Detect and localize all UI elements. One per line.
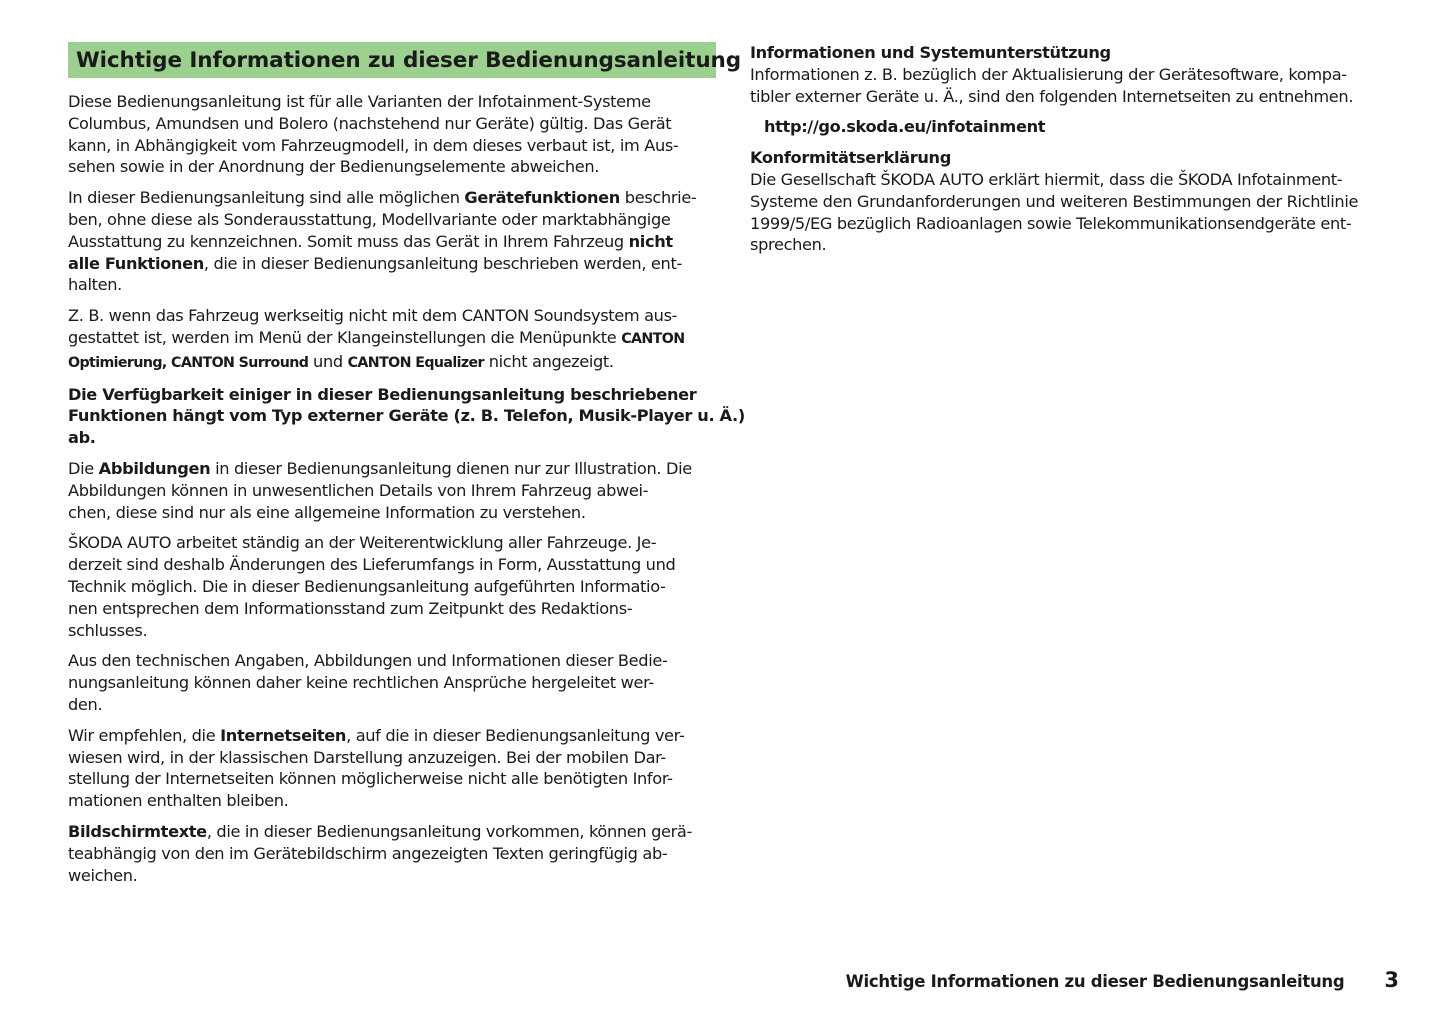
text-fragment: In dieser Bedienungsanleitung sind alle möglichen	[68, 188, 465, 208]
bold-term: Gerätefunktionen	[464, 188, 620, 208]
text-line: halten.	[68, 275, 122, 295]
info-heading: Informationen und Systemunterstützung	[750, 43, 1111, 62]
text-fragment: ,	[161, 354, 172, 371]
menu-item-name: CANTON Surround	[171, 354, 309, 371]
text-line: den.	[68, 694, 103, 714]
text-line: Funktionen hängt vom Typ externer Geräte (z. B. Telefon, Musik-Player u. Ä.)	[68, 406, 745, 426]
text-line	[68, 821, 716, 843]
text-line: Informationen z. B. bezüglich der Aktualisierung der Gerätesoftware, kompa-	[750, 64, 1347, 84]
text-fragment: beschrie-	[620, 188, 697, 208]
text-line: Die Gesellschaft ŠKODA AUTO erklärt hiermit, dass die ŠKODA Infotainment-	[750, 169, 1343, 189]
text-fragment: , auf die in dieser Bedienungsanleitung ver-	[346, 725, 685, 745]
paragraph-validity	[68, 91, 716, 178]
text-line: chen, diese sind nur als eine allgemeine Information zu verstehen.	[68, 502, 586, 522]
text-line: sprechen.	[750, 235, 827, 255]
menu-item-name: CANTON Equalizer	[347, 354, 484, 371]
section-heading: Wichtige Informationen zu dieser Bedienungsanleitung	[76, 47, 742, 73]
text-line: kann, in Abhängigkeit vom Fahrzeugmodell, in dem dieses verbaut ist, im Aus-	[68, 135, 679, 155]
text-fragment: nicht angezeigt.	[483, 351, 614, 371]
text-fragment: gestattet ist, werden im Menü der Klangeinstellungen die Menüpunkte	[68, 327, 622, 347]
paragraph-illustrations	[68, 458, 716, 523]
text-line: Die Verfügbarkeit einiger in dieser Bedienungsanleitung beschriebener	[68, 384, 697, 404]
paragraph-device-functions	[68, 187, 716, 296]
menu-item-name: Optimierung	[68, 354, 162, 371]
bold-term: alle Funktionen	[68, 253, 204, 273]
paragraph-screen-texts	[68, 821, 716, 886]
text-line	[68, 458, 716, 480]
text-line: ben, ohne diese als Sonderausstattung, Modellvariante oder marktabhängige	[68, 209, 671, 229]
text-fragment: , die in dieser Bedienungsanleitung beschrieben werden, ent-	[203, 253, 682, 273]
text-fragment: in dieser Bedienungsanleitung dienen nur zur Illustration. Die	[210, 458, 692, 478]
text-line: Z. B. wenn das Fahrzeug werkseitig nicht mit dem CANTON Soundsystem aus-	[68, 306, 678, 326]
text-line: ab.	[68, 428, 96, 448]
paragraph-availability	[68, 384, 745, 449]
text-line: mationen enthalten bleiben.	[68, 791, 289, 811]
conformity-heading: Konformitätserklärung	[750, 148, 951, 168]
text-fragment: und	[308, 351, 348, 371]
text-fragment: Ausstattung zu kennzeichnen. Somit muss das Gerät in Ihrem Fahrzeug	[68, 231, 629, 251]
paragraph-info	[750, 64, 1400, 108]
menu-item-name: CANTON	[621, 330, 685, 347]
text-line: 1999/5/EG bezüglich Radioanlagen sowie Telekommunikationsendgeräte ent-	[750, 213, 1352, 233]
text-line	[68, 253, 716, 275]
bold-term: Bildschirmtexte	[68, 821, 207, 841]
bold-term: Abbildungen	[98, 458, 211, 478]
text-line: nen entsprechen dem Informationsstand zum Zeitpunkt des Redaktions-	[68, 598, 633, 618]
text-line	[68, 327, 716, 351]
footer-title: Wichtige Informationen zu dieser Bedienungsanleitung	[845, 972, 1345, 991]
text-line: wiesen wird, in der klassischen Darstellung anzuzeigen. Bei der mobilen Dar-	[68, 747, 666, 767]
text-fragment: , die in dieser Bedienungsanleitung vorkommen, können gerä-	[206, 821, 692, 841]
text-line: Systeme den Grundanforderungen und weiteren Bestimmungen der Richtlinie	[750, 191, 1359, 211]
text-line: ŠKODA AUTO arbeitet ständig an der Weiterentwicklung aller Fahrzeuge. Je-	[68, 533, 657, 553]
text-line: stellung der Internetseiten können möglicherweise nicht alle benötigten Infor-	[68, 769, 673, 789]
bold-term: Internetseiten	[220, 725, 347, 745]
text-line	[68, 725, 716, 747]
text-line	[68, 231, 716, 253]
text-line: Columbus, Amundsen und Bolero (nachstehend nur Geräte) gültig. Das Gerät	[68, 113, 672, 133]
paragraph-conformity	[750, 169, 1400, 256]
text-fragment: Wir empfehlen, die	[68, 725, 221, 745]
page-footer	[846, 968, 1399, 992]
text-line: Diese Bedienungsanleitung ist für alle Varianten der Infotainment-Systeme	[68, 92, 651, 111]
infotainment-url-link[interactable]: http://go.skoda.eu/infotainment	[764, 117, 1046, 137]
section-heading-bar	[68, 42, 742, 78]
paragraph-development	[68, 532, 716, 641]
text-line: nungsanleitung können daher keine rechtlichen Ansprüche hergeleitet wer-	[68, 673, 654, 693]
text-line: tibler externer Geräte u. Ä., sind den folgenden Internetseiten zu entnehmen.	[750, 86, 1354, 106]
text-fragment: Die	[68, 458, 99, 478]
right-column	[750, 42, 1400, 265]
text-line: derzeit sind deshalb Änderungen des Lieferumfangs in Form, Ausstattung und	[68, 555, 676, 575]
page-number: 3	[1384, 968, 1399, 992]
text-line: Aus den technischen Angaben, Abbildungen und Informationen dieser Bedie-	[68, 651, 668, 671]
left-body	[68, 91, 745, 886]
left-column	[68, 42, 745, 895]
text-line: weichen.	[68, 865, 138, 885]
text-line: Abbildungen können in unwesentlichen Details von Ihrem Fahrzeug abwei-	[68, 480, 649, 500]
text-line	[68, 351, 716, 375]
bold-term: nicht	[628, 231, 673, 251]
text-line: teabhängig von den im Gerätebildschirm angezeigten Texten geringfügig ab-	[68, 843, 668, 863]
paragraph-canton	[68, 305, 716, 374]
text-line	[68, 187, 716, 209]
text-line: Technik möglich. Die in dieser Bedienungsanleitung aufgeführten Informatio-	[68, 576, 666, 596]
text-line: schlusses.	[68, 620, 148, 640]
text-line: sehen sowie in der Anordnung der Bedienungselemente abweichen.	[68, 157, 600, 177]
paragraph-websites	[68, 725, 716, 812]
paragraph-legal	[68, 650, 716, 715]
